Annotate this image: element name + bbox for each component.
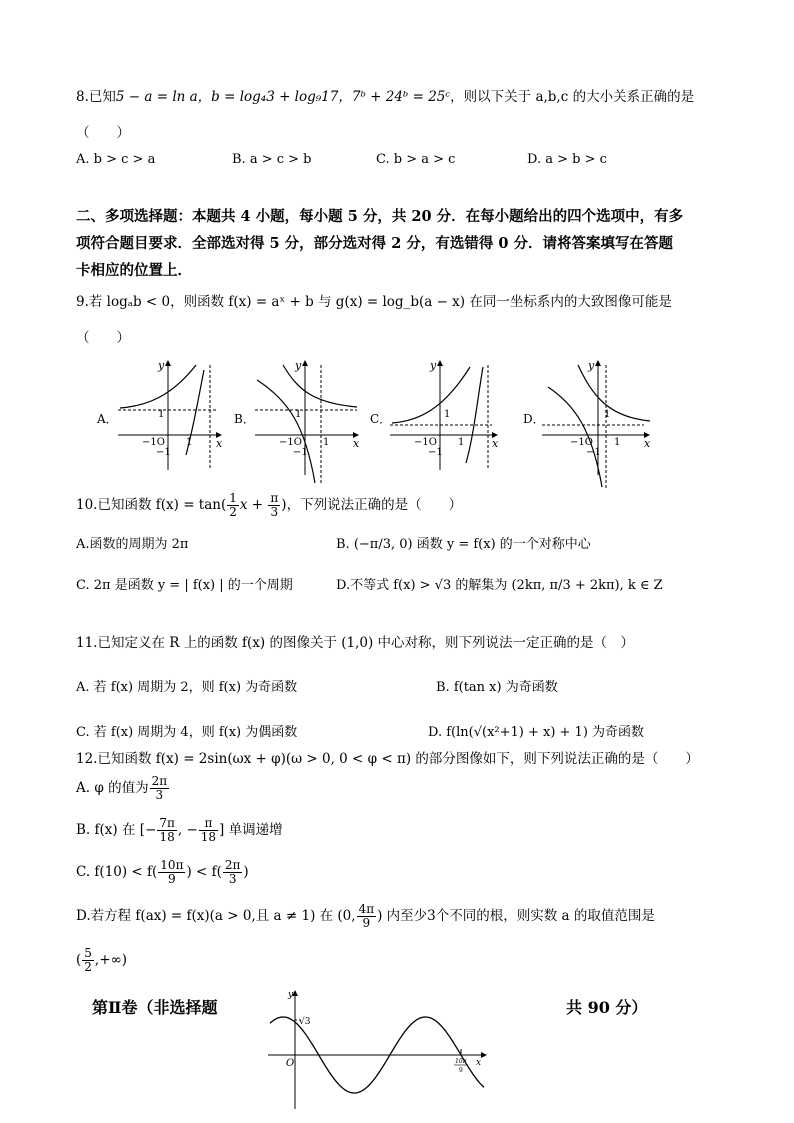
- q9d-tick-left: −1O: [570, 437, 593, 448]
- q10-option-d: D.不等式 f(x) > √3 的解集为 (2kπ, π/3 + 2kπ), k ∈ Z: [336, 578, 663, 593]
- q9-option-a-label: A．: [97, 412, 118, 426]
- sine-x-tick-num: 10π: [455, 1058, 467, 1065]
- q9a-tick-right: 1: [186, 437, 193, 448]
- q9a-tick-neg-one: −1: [156, 447, 171, 458]
- q11-option-b: B. f(tan x) 为奇函数: [436, 680, 558, 695]
- q9d-tick-neg-one: −1: [586, 447, 601, 458]
- q9a-axis-x: x: [216, 437, 223, 450]
- section-multi-line1: 二、多项选择题：本题共 4 小题，每小题 5 分，共 20 分．在每小题给出的四个选项中，有多: [76, 208, 684, 225]
- q12-option-d: D.若方程 f(ax) = f(x)(a > 0,且 a ≠ 1) 在 (0, $\frac{4\pi}{9}$ ) 内至少3个不同的根，则实数 a 的取值范围是: [76, 902, 655, 930]
- q8-option-b: B. a > c > b: [232, 152, 312, 167]
- q9c-axis-x: x: [492, 437, 499, 450]
- q8-option-a: A. b > c > a: [76, 152, 156, 167]
- q8-option-c: C. b > a > c: [376, 152, 456, 167]
- section2-title-right: 共 90 分）: [566, 998, 648, 1017]
- q9b-axis-y: y: [295, 359, 302, 372]
- q9-graph-b: [253, 355, 363, 490]
- q10-option-c: C. 2π 是函数 y = | f(x) | 的一个周期: [76, 578, 293, 593]
- sine-y-label: y: [288, 990, 294, 1000]
- q9c-tick-one-y: 1: [444, 409, 451, 420]
- q12-option-a: A. φ 的值为 $\frac{2\pi}{3}$: [76, 774, 168, 802]
- q9d-axis-y: y: [588, 359, 595, 372]
- q11-stem: 11.已知定义在 R 上的函数 f(x) 的图像关于 (1,0) 中心对称，则下列说法一定正确的是（ ）: [76, 635, 635, 651]
- q8-stem: 8.已知5 − a = ln a，b = log₄3 + log₉17，7ᵇ + 24ᵇ = 25ᶜ，则以下关于 a,b,c 的大小关系正确的是: [76, 89, 695, 105]
- q10-stem: 10.已知函数 f(x) = tan( $\frac{1}{2}$ x + $\frac{\pi}{3}$ )，下列说法正确的是（ ）: [76, 491, 463, 519]
- q9-graph-a: [116, 355, 226, 475]
- q9-paren: （ ）: [76, 330, 130, 346]
- q10-option-a: A.函数的周期为 2π: [76, 537, 189, 552]
- section-multi-line3: 卡相应的位置上．: [76, 262, 192, 279]
- q9c-axis-y: y: [430, 359, 437, 372]
- q12-option-c: C. f(10) < f( $\frac{10\pi}{9}$ ) < f( $\frac{2\pi}{3}$ ): [76, 858, 249, 886]
- sine-x-label: x: [476, 1058, 482, 1068]
- q9b-axis-x: x: [353, 437, 360, 450]
- q12-stem: 12.已知函数 f(x) = 2sin(ωx + φ)(ω > 0, 0 < φ < π) 的部分图像如下，则下列说法正确的是（ ）: [76, 751, 699, 767]
- sine-sqrt3-label: √3: [299, 1017, 311, 1027]
- q9b-tick-left: −1O: [279, 437, 302, 448]
- q12-sine-graph: [262, 985, 492, 1113]
- q9-option-b-label: B．: [234, 412, 255, 426]
- q9a-tick-one-y: 1: [158, 409, 165, 420]
- q9-stem: 9.若 logₐb < 0，则函数 f(x) = aˣ + b 与 g(x) = log_b(a − x) 在同一坐标系内的大致图像可能是: [76, 294, 672, 310]
- q9b-tick-neg-one: −1: [293, 447, 308, 458]
- q9-graph-c: [388, 355, 503, 475]
- q9b-tick-one-y: 1: [295, 409, 302, 420]
- q12-option-d-answer: ( $\frac{5}{2}$ ,+∞): [76, 946, 128, 974]
- section-multi-line2: 项符合题目要求．全部选对得 5 分，部分选对得 2 分，有选错得 0 分．请将答案填写在答题: [76, 235, 674, 252]
- q9b-tick-right: 1: [323, 437, 330, 448]
- q9d-tick-right: 1: [614, 437, 621, 448]
- q9d-tick-one-y: 1: [604, 409, 611, 420]
- section2-title-left: 第Ⅱ卷（非选择题: [92, 998, 218, 1017]
- sine-x-tick-den: 9: [459, 1067, 463, 1074]
- q9-option-c-label: C．: [370, 412, 392, 426]
- q9d-axis-x: x: [644, 437, 651, 450]
- q9c-tick-left: −1O: [414, 437, 437, 448]
- q8-paren: （ ）: [76, 125, 130, 141]
- q8-option-d: D. a > b > c: [527, 152, 607, 167]
- q10-option-b: B. (−π/3, 0) 函数 y = f(x) 的一个对称中心: [336, 537, 591, 552]
- q9c-tick-right: 1: [458, 437, 465, 448]
- q9c-tick-neg-one: −1: [428, 447, 443, 458]
- q11-option-a: A. 若 f(x) 周期为 2，则 f(x) 为奇函数: [76, 680, 298, 695]
- q9-graph-d: [540, 355, 655, 495]
- q9-option-d-label: D．: [523, 412, 545, 426]
- q11-option-c: C. 若 f(x) 周期为 4，则 f(x) 为偶函数: [76, 725, 298, 740]
- q9a-axis-y: y: [158, 359, 165, 372]
- q11-option-d: D. f(ln(√(x²+1) + x) + 1) 为奇函数: [428, 725, 645, 740]
- q12-option-b: B. f(x) 在 [− $\frac{7\pi}{18}$ , − $\frac{\pi}{18}$ ] 单调递增: [76, 816, 283, 844]
- q9a-tick-left: −1O: [142, 437, 165, 448]
- sine-origin-label: O: [286, 1058, 295, 1069]
